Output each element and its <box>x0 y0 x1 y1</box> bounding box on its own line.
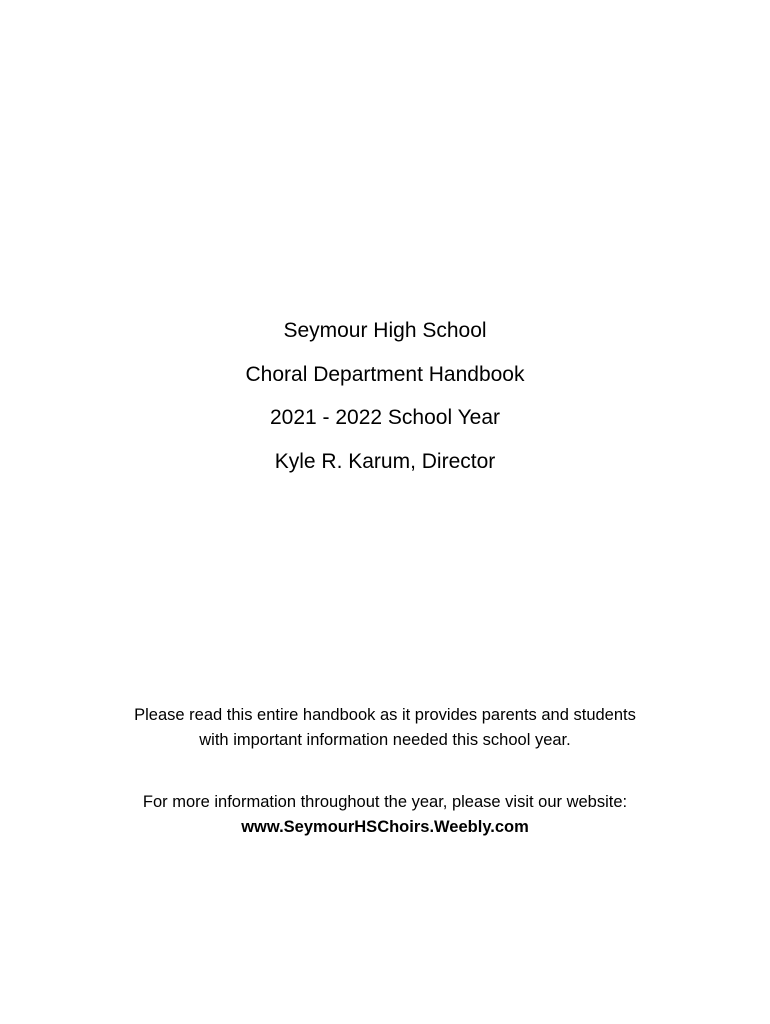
website-url: www.SeymourHSChoirs.Weebly.com <box>241 818 529 836</box>
school-year: 2021 - 2022 School Year <box>269 406 501 429</box>
title-block <box>0 309 770 483</box>
school-name: Seymour High School <box>283 319 487 342</box>
website-prompt: For more information throughout the year, please visit our website: <box>142 793 628 811</box>
notice-line-2: with important information needed this school year. <box>199 731 571 749</box>
director-name: Kyle R. Karum, Director <box>274 449 496 473</box>
notice-line-1: Please read this entire handbook as it provides parents and students <box>134 706 636 724</box>
reading-notice <box>0 703 770 753</box>
handbook-title: Choral Department Handbook <box>245 362 525 386</box>
website-info <box>0 790 770 840</box>
